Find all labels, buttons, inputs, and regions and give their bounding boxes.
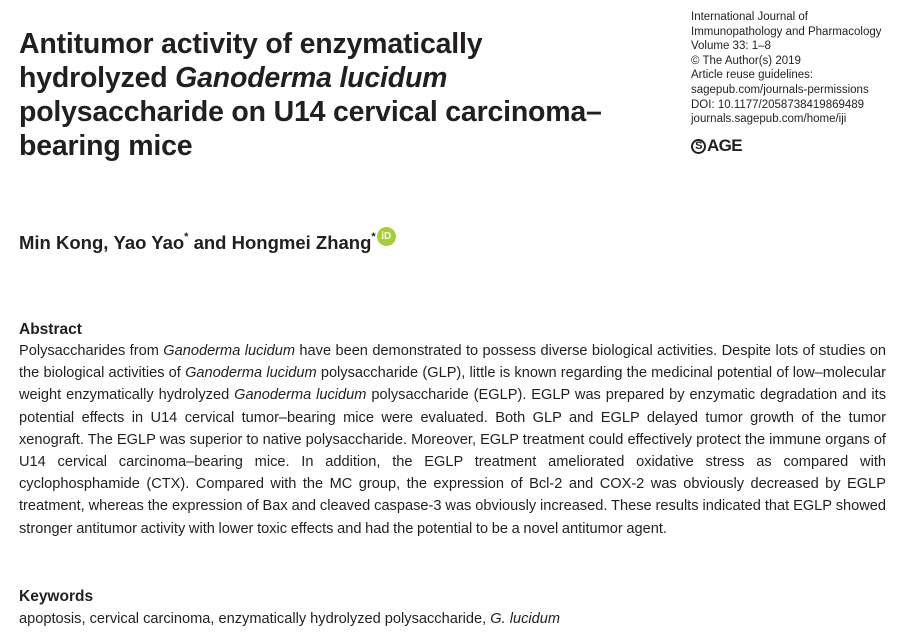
abstract-segment: Polysaccharides from: [19, 343, 164, 359]
author-1: Min Kong,: [19, 232, 114, 253]
author-separator: and: [188, 232, 232, 253]
abstract-text: [19, 340, 886, 540]
author-2: Yao Yao: [113, 232, 185, 253]
permissions-link[interactable]: sagepub.com/journals-permissions: [691, 83, 869, 96]
journal-homepage-link[interactable]: journals.sagepub.com/home/iji: [691, 113, 847, 126]
title-species-name: Ganoderma lucidum: [175, 62, 448, 94]
species-name: Ganoderma lucidum: [163, 343, 296, 359]
title-text-2: polysaccharide on U14 cervical carcinoma–bearing mice: [19, 96, 602, 162]
keywords-list: [19, 608, 560, 630]
doi[interactable]: DOI: 10.1177/2058738419869489: [691, 98, 865, 111]
keywords-heading: Keywords: [19, 588, 94, 605]
sage-logo: [691, 136, 742, 156]
journal-copyright: © The Author(s) 2019: [691, 54, 801, 67]
species-name: Ganoderma lucidum: [234, 387, 367, 404]
title-text-1: Antitumor activity of enzymatically hydrolyzed: [19, 28, 483, 94]
abstract-segment: polysaccharide (GLP), little is known regarding the medicinal potential of low–molecular weight enzymatically hydrolyzed: [19, 365, 887, 404]
sage-logo-icon: S: [691, 139, 706, 154]
journal-info: [691, 10, 896, 127]
article-title: [19, 27, 619, 163]
corresponding-mark: *: [184, 231, 189, 243]
author-list: [19, 231, 396, 255]
journal-volume: Volume 33: 1–8: [691, 40, 771, 53]
abstract-segment: polysaccharide (EGLP). EGLP was prepared by enzymatic degradation and its potential effects in U14 cervical tumor–bearing mice were evaluated. Both GLP and EGLP delayed tumor growth of the tumor xenograft. The EGLP was superior to native polysaccharide. Moreover, EGLP treatment could effectively protect the immune organs of U14 cervical carcinoma–bearing mice. In addition, the EGLP treatment ameliorated oxidative stress as compared with cyclophosphamide (CTX). Compared with the MC group, the expression of Bcl-2 and COX-2 was obviously decreased by EGLP treatment, whereas the expression of Bax and cleaved caspase-3 was obviously increased. These results indicated that EGLP showed stronger antitumor activity with lower toxic effects and had the potential to be a novel antitumor agent.: [19, 387, 887, 537]
keyword-species: G. lucidum: [490, 611, 561, 627]
journal-name-line2: Immunopathology and Pharmacology: [691, 25, 882, 38]
reuse-guidelines-label: Article reuse guidelines:: [691, 69, 814, 82]
author-3: Hongmei Zhang: [231, 232, 372, 253]
journal-name-line1: International Journal of: [691, 11, 808, 23]
orcid-icon[interactable]: iD: [377, 227, 396, 246]
abstract-heading: Abstract: [19, 321, 82, 338]
corresponding-mark: *: [371, 231, 376, 243]
species-name: Ganoderma lucidum: [185, 365, 317, 382]
keywords-text: apoptosis, cervical carcinoma, enzymatically hydrolyzed polysaccharide,: [19, 611, 491, 627]
abstract-segment: have been demonstrated to possess diverse biological activities. Despite lots of studies on the biological activities of: [19, 343, 886, 382]
sage-logo-text: AGE: [707, 136, 743, 155]
